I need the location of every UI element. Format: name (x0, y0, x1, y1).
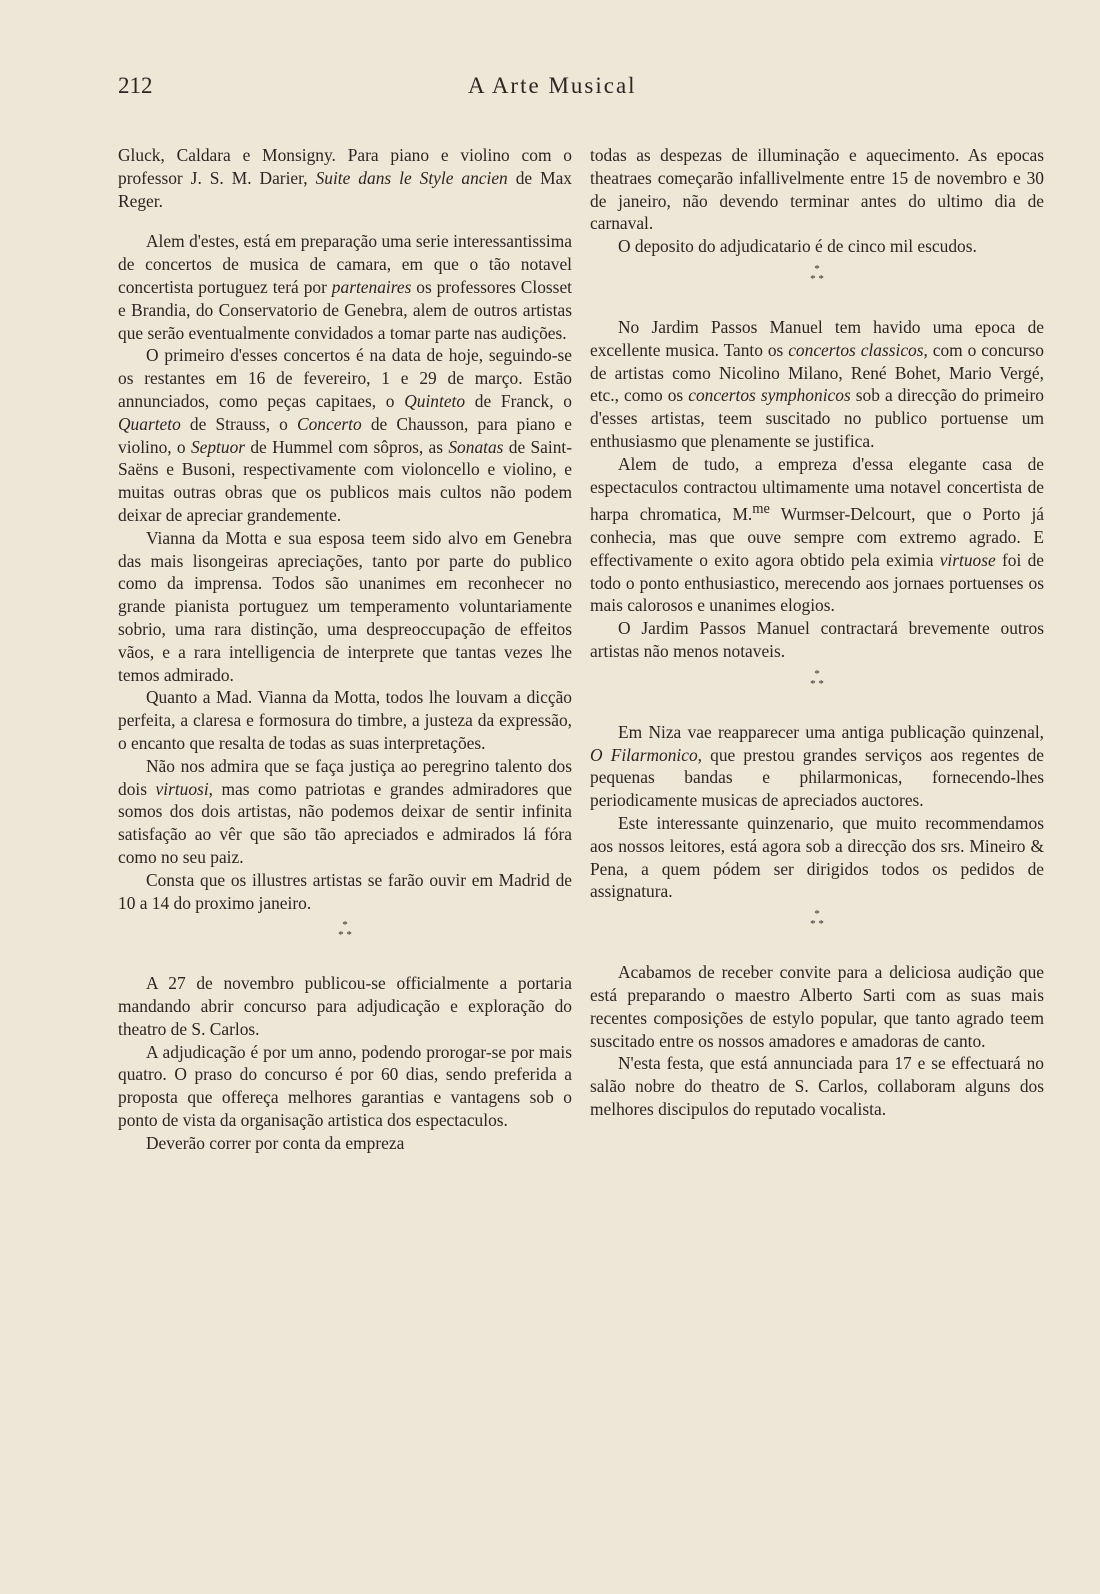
section-separator: * * * (810, 262, 824, 285)
paragraph: Alem d'estes, está em preparação uma serie interessantissima de concertos de musica de camara, em que o tão notavel concertista portuguez terá por partenaires os professores Closset e Brandia, do Conservatorio de Genebra, alem de outros artistas que serão eventualmente convidados a tomar parte nas audições. (118, 231, 572, 343)
paragraph: Gluck, Caldara e Monsigny. Para piano e violino com o professor J. S. M. Darier, Suite dans le Style ancien de Max Reger. (118, 145, 572, 211)
paragraph: todas as despezas de illuminação e aquecimento. As epocas theatraes começarão infallivelmente entre 15 de novembro e 30 de janeiro, não devendo terminar antes do ultimo dia de carnaval. (590, 145, 1044, 234)
paragraph: O primeiro d'esses concertos é na data de hoje, seguindo-se os restantes em 16 de fevereiro, 1 e 29 de março. Estão annunciados, como peças capitaes, o Quinteto de Franck, o Quarteto de Strauss, o Concerto de Chausson, para piano e violino, o Septuor de Hummel com sôpros, as Sonatas de Saint-Saëns e Busoni, respectivamente com violoncello e violino, e muitas outras obras que os publicos mais cultos não podem deixar de apreciar grandemente. (118, 345, 573, 525)
right-column (590, 144, 1044, 1121)
left-column (118, 144, 572, 1155)
paragraph: Consta que os illustres artistas se farão ouvir em Madrid de 10 a 14 do proximo janeiro. (118, 869, 572, 913)
paragraph: Em Niza vae reapparecer uma antiga publicação quinzenal, O Filarmonico, que prestou grandes serviços aos regentes de pequenas bandas e philarmonicas, fornecendo-lhes periodicamente musicas de apreciados auctores. (590, 721, 1044, 811)
paragraph: Vianna da Motta e sua esposa teem sido alvo em Genebra das mais lisongeiras apreciações, tanto por parte do publico como da imprensa. Todos são unanimes em reconhecer no grande pianista portuguez um temperamento voluntariamente sobrio, uma rara distinção, uma despreoccupação de effeitos vãos, e a rara intelligencia de interprete que tantas vezes lhe temos admirado. (118, 527, 572, 685)
section-separator: * * * (810, 908, 824, 931)
paragraph: A 27 de novembro publicou-se officialmente a portaria mandando abrir concurso para adjudicação e exploração do theatro de S. Carlos. (118, 973, 572, 1039)
paragraph: O deposito do adjudicatario é de cinco mil escudos. (618, 236, 977, 257)
running-title: A Arte Musical (468, 73, 637, 98)
paragraph: O Jardim Passos Manuel contractará brevemente outros artistas não menos notaveis. (590, 618, 1044, 661)
paragraph: A adjudicação é por um anno, podendo prorogar-se por mais quatro. O praso do concurso é por 60 dias, sendo preferida a proposta que offereça melhores garantias e vantagens sob o ponto de vista da organisação artistica dos espectaculos. (118, 1041, 572, 1131)
page-header (118, 73, 1038, 109)
paragraph: N'esta festa, que está annunciada para 17 e se effectuará no salão nobre do theatro de S. Carlos, collaboram alguns dos melhores discipulos do reputado vocalista. (590, 1053, 1044, 1119)
paragraph: Não nos admira que se faça justiça ao peregrino talento dos dois virtuosi, mas como patriotas e grandes admiradores que somos dos dois artistas, não podemos deixar de sentir infinita satisfação ao vêr que são tão apreciados e admirados lá fóra como no seu paiz. (118, 755, 572, 867)
paragraph: Este interessante quinzenario, que muito recommendamos aos nossos leitores, está agora sob a direcção dos srs. Mineiro & Pena, a quem pódem ser dirigidos todos os pedidos de assignatura. (590, 812, 1044, 902)
page-number: 212 (118, 73, 153, 98)
paragraph: Alem de tudo, a empreza d'essa elegante casa de espectaculos contractou ultimamente uma notavel concertista de harpa chromatica, M.$^{me}$ Wurmser-Delcourt, que o Porto já conhecia, mas que ouve sempre com extremo agrado. E effectivamente o exito agora obtido pela eximia virtuose foi de todo o ponto enthusiastico, merecendo aos jornaes portuenses os mais calorosos e unanimes elogios. (590, 453, 1045, 616)
paragraph: Deverão correr por conta da empreza (146, 1132, 405, 1153)
section-separator: * * * (338, 919, 352, 942)
section-separator: * * * (810, 667, 824, 690)
paragraph: Acabamos de receber convite para a deliciosa audição que está preparando o maestro Alberto Sarti com as suas mais recentes composições de estylo popular, que tanto agrado teem suscitado entre os nossos amadores e amadoras de canto. (590, 962, 1044, 1051)
paragraph: No Jardim Passos Manuel tem havido uma epoca de excellente musica. Tanto os concertos classicos, com o concurso de artistas como Nicolino Milano, René Bohet, Mario Vergé, etc., como os concertos symphonicos sob a direcção do primeiro d'esses artistas, teem suscitado no publico portuense um enthusiasmo que plenamente se justifica. (590, 316, 1044, 451)
paragraph: Quanto a Mad. Vianna da Motta, todos lhe louvam a dicção perfeita, a claresa e formosura do timbre, a justeza da expressão, o encanto que resalta de todas as suas interpretações. (118, 687, 572, 753)
